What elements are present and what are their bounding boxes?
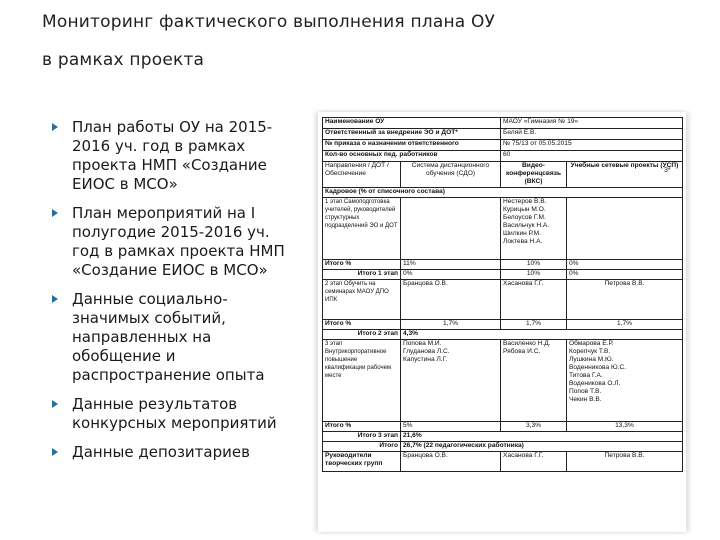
- table-row: [323, 320, 683, 330]
- table-cell: Нестеров В.В. Курицын М.О. Белоусов Г.М. Васильчук Н.А. Шилкин Р.М. Локтева Н.А.: [501, 198, 567, 260]
- table-row: [323, 118, 683, 129]
- bullet-text: Данные социально-значимых событий, направленных на обобщение и распространение опыта: [72, 290, 265, 384]
- table-cell: 4,3%: [401, 330, 683, 340]
- table-cell: Итого 2 этап: [323, 330, 401, 340]
- bullet-text: План работы ОУ на 2015-2016 уч. год в рамках проекта НМП «Создание ЕИОС в МСО»: [72, 118, 273, 193]
- footnote-star: 3*: [664, 167, 671, 174]
- table-cell: 1,7%: [567, 320, 683, 330]
- table-cell: Бранцова О.В.: [401, 452, 501, 472]
- table-header-cell: Система дистанционного обучения (СДО): [401, 162, 501, 188]
- table-header-row: [323, 162, 683, 188]
- bullet-arrow-icon: [52, 295, 58, 303]
- table-cell: 13,3%: [567, 422, 683, 432]
- table-cell: Итого %: [323, 260, 401, 270]
- table-cell: 11%: [401, 260, 501, 270]
- table-cell: 10%: [501, 270, 567, 280]
- table-cell: Попова М.И. Глуданова Л.С. Капустина Л.Г.: [401, 340, 501, 422]
- table-cell: № приказа о назначении ответственного: [323, 140, 501, 151]
- table-header-cell: Направления / ДОТ / Обеспечение: [323, 162, 401, 188]
- bullet-item: [50, 118, 300, 194]
- table-cell: 3,3%: [501, 422, 567, 432]
- table-cell: Василенко Н.Д. Рябова И.С.: [501, 340, 567, 422]
- bullet-text: Данные депозитариев: [72, 443, 250, 461]
- page-title: Мониторинг фактического выполнения плана ОУ: [42, 12, 496, 32]
- table-cell: [567, 198, 683, 260]
- bullet-arrow-icon: [52, 123, 58, 131]
- bullet-arrow-icon: [52, 448, 58, 456]
- table-cell: Итого %: [323, 320, 401, 330]
- table-cell: 5%: [401, 422, 501, 432]
- table-header-cell: Учебные сетевые проекты (УСП): [567, 162, 683, 188]
- table-cell: Итого: [323, 442, 401, 452]
- bullet-arrow-icon: [52, 209, 58, 217]
- table-row: [323, 198, 683, 260]
- table-cell: 0%: [401, 270, 501, 280]
- table-cell: Кол-во основных пед. работников: [323, 151, 501, 162]
- monitoring-table: [322, 117, 683, 472]
- table-row: [323, 260, 683, 270]
- table-cell: Итого 3 этап: [323, 432, 401, 442]
- table-cell: 10%: [501, 260, 567, 270]
- table-cell: Ответственный за внедрение ЭО и ДОТ*: [323, 129, 501, 140]
- table-cell: 1 этап Самоподготовка учителей, руководителей структурных подразделений ЭО и ДОТ: [323, 198, 401, 260]
- table-cell: Руководители творческих групп: [323, 452, 401, 472]
- table-cell: 2 этап Обучить на семинарах МАОУ ДПО ИПК: [323, 280, 401, 320]
- table-row: [323, 280, 683, 320]
- table-cell: МАОУ «Гимназия № 19»: [501, 118, 683, 129]
- table-row: [323, 270, 683, 280]
- table-row: [323, 452, 683, 472]
- table-cell: Хасанова Г.Г.: [501, 280, 567, 320]
- table-cell: Петрова В.В.: [567, 280, 683, 320]
- table-header-cell: Видео-конференцсвязь (ВКС): [501, 162, 567, 188]
- table-cell: Петрова В.В.: [567, 452, 683, 472]
- table-cell: Итого 1 этап: [323, 270, 401, 280]
- table-row: [323, 140, 683, 151]
- bullet-text: Данные результатов конкурсных мероприятий: [72, 395, 277, 432]
- table-cell: [401, 198, 501, 260]
- table-cell: Беляй Е.В.: [501, 129, 683, 140]
- table-cell: 21,6%: [401, 432, 683, 442]
- table-cell: 60: [501, 151, 683, 162]
- table-row: [323, 422, 683, 432]
- table-row: [323, 432, 683, 442]
- table-row: [323, 151, 683, 162]
- table-cell: 0%: [567, 260, 683, 270]
- table-cell: Бранцова О.В.: [401, 280, 501, 320]
- table-row: [323, 330, 683, 340]
- table-cell: Наименование ОУ: [323, 118, 501, 129]
- table-cell: Кадровое (% от списочного состава): [323, 188, 683, 198]
- bullet-item: [50, 395, 300, 433]
- table-cell: Итого %: [323, 422, 401, 432]
- table-cell: 26,7% (22 педагогических работника): [401, 442, 683, 452]
- bullet-arrow-icon: [52, 400, 58, 408]
- bullet-item: [50, 204, 300, 280]
- table-row: [323, 340, 683, 422]
- bullet-item: [50, 290, 300, 385]
- table-cell: 0%: [567, 270, 683, 280]
- table-row: [323, 188, 683, 198]
- page-subtitle: в рамках проекта: [42, 50, 205, 70]
- table-cell: Обмарова Е.Р. Корепчук Т.В. Лушкина М.Ю. Воденникова Ю.С. Титова Г.А. Воденикова О.Л. Попов Т.В. Чекин В.В.: [567, 340, 683, 422]
- bullet-list: [50, 118, 300, 472]
- table-row: [323, 442, 683, 452]
- bullet-text: План мероприятий на I полугодие 2015-2016 уч. год в рамках проекта НМП «Создание ЕИОС в МСО»: [72, 204, 285, 279]
- table-cell: 1,7%: [501, 320, 567, 330]
- table-cell: 3 этап Внутрикорпоративное повышение квалификации рабочем месте: [323, 340, 401, 422]
- table-cell: № 75/13 от 05.05.2015: [501, 140, 683, 151]
- bullet-item: [50, 443, 300, 462]
- table-row: [323, 129, 683, 140]
- table-cell: 1,7%: [401, 320, 501, 330]
- table-cell: Хасанова Г.Г.: [501, 452, 567, 472]
